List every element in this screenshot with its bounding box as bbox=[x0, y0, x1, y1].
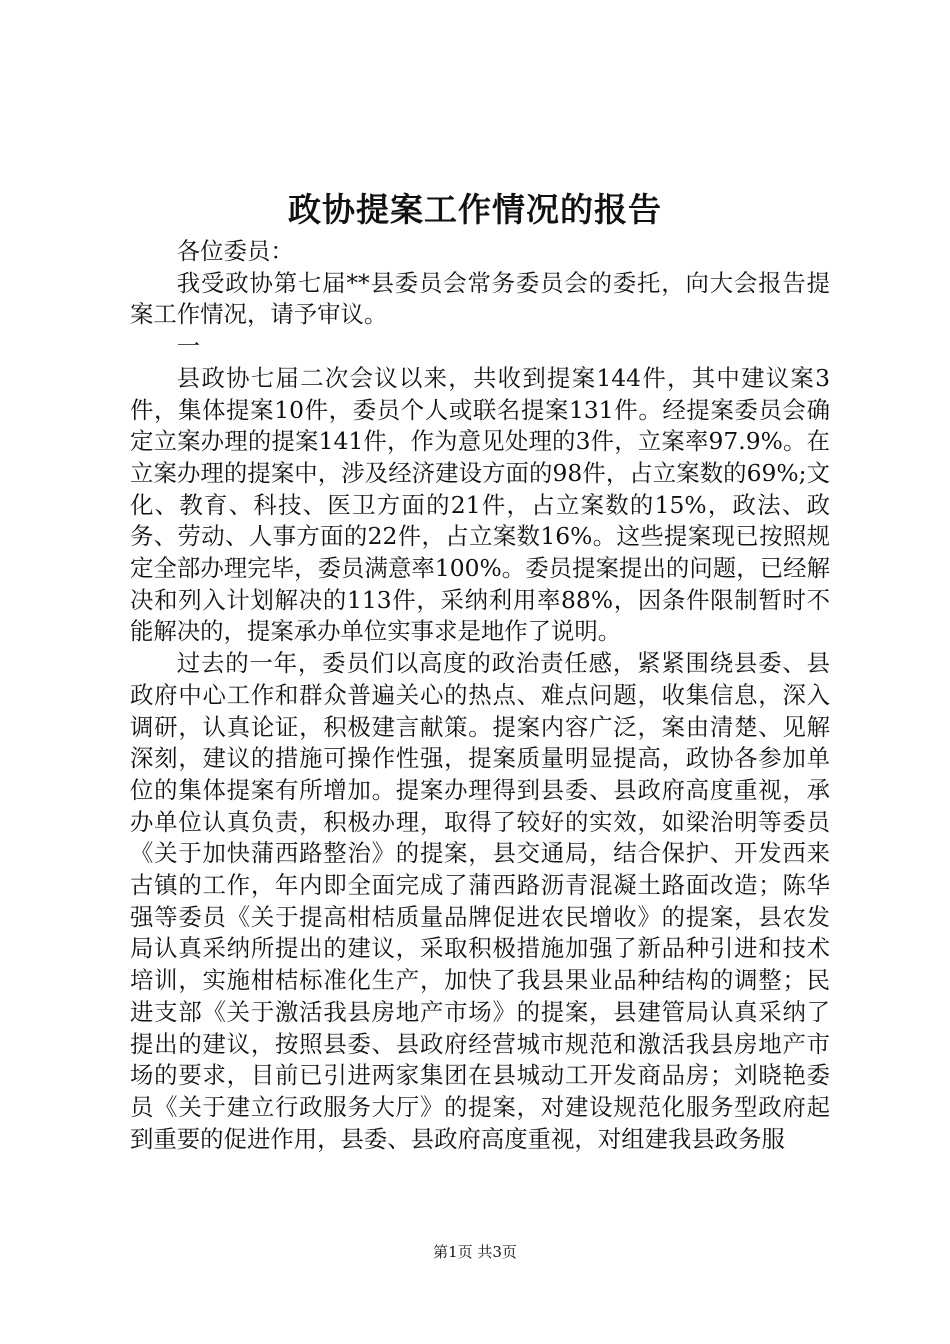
paragraph-statistics: 县政协七届二次会议以来，共收到提案144件，其中建议案3件，集体提案10件，委员个人或联名提案131件。经提案委员会确定立案办理的提案141件，作为意见处理的3件，立案率97.9%。在立案办理的提案中，涉及经济建设方面的98件，占立案数的69%;文化、教育、科技、医卫方面的21件，占立案数的15%，政法、政务、劳动、人事方面的22件，占立案数16%。这些提案现已按照规定全部办理完毕，委员满意率100%。委员提案提出的问题，已经解决和列入计划解决的113件，采纳利用率88%，因条件限制暂时不能解决的，提案承办单位实事求是地作了说明。 bbox=[130, 363, 830, 646]
paragraph-intro: 我受政协第七届**县委员会常务委员会的委托，向大会报告提案工作情况，请予审议。 bbox=[130, 268, 830, 329]
salutation: 各位委员： bbox=[176, 237, 294, 265]
document-body bbox=[130, 236, 830, 1155]
paragraph-review: 过去的一年，委员们以高度的政治责任感，紧紧围绕县委、县政府中心工作和群众普遍关心的热点、难点问题，收集信息，深入调研，认真论证，积极建言献策。提案内容广泛，案由清楚、见解深刻，建议的措施可操作性强，提案质量明显提高，政协各参加单位的集体提案有所增加。提案办理得到县委、县政府高度重视，承办单位认真负责，积极办理，取得了较好的实效，如梁治明等委员《关于加快蒲西路整治》的提案，县交通局，结合保护、开发西来古镇的工作，年内即全面完成了蒲西路沥青混凝土路面改造；陈华强等委员《关于提高柑桔质量品牌促进农民增收》的提案，县农发局认真采纳所提出的建议，采取积极措施加强了新品种引进和技术培训，实施柑桔标准化生产，加快了我县果业品种结构的调整；民进支部《关于激活我县房地产市场》的提案，县建管局认真采纳了提出的建议，按照县委、县政府经营城市规范和激活我县房地产市场的要求，目前已引进两家集团在县城动工开发商品房；刘晓艳委员《关于建立行政服务大厅》的提案，对建设规范化服务型政府起到重要的促进作用，县委、县政府高度重视，对组建我县政务服 bbox=[130, 649, 830, 1153]
document-title: 政协提案工作情况的报告 bbox=[288, 190, 662, 229]
section-heading: 一 bbox=[176, 332, 201, 361]
page-footer: 第1页 共3页 bbox=[433, 1243, 517, 1261]
